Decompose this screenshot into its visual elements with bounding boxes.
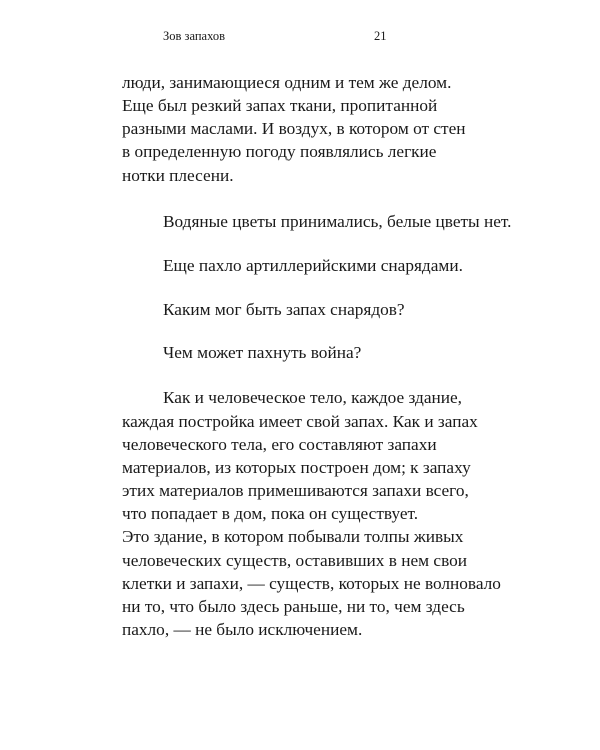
- paragraph-line: Еще был резкий запах ткани, пропитанной: [122, 96, 438, 115]
- running-title: Зов запахов: [163, 29, 226, 43]
- paragraph-line: клетки и запахи, — существ, которых не волновало: [122, 574, 501, 593]
- page-number: 21: [374, 29, 387, 43]
- paragraph-first-line: люди, занимающиеся одним и тем же делом.: [122, 73, 452, 92]
- paragraph-line: ни то, что было здесь раньше, ни то, чем здесь: [122, 597, 465, 616]
- paragraph-first-line: Чем может пахнуть война?: [163, 343, 362, 362]
- paragraph-first-line: Водяные цветы принимались, белые цветы нет.: [163, 212, 512, 231]
- paragraph-line: человеческих существ, оставивших в нем свои: [122, 551, 468, 570]
- paragraph-first-line: Еще пахло артиллерийскими снарядами.: [163, 256, 463, 275]
- paragraph-line: нотки плесени.: [122, 166, 234, 185]
- paragraph-line: Это здание, в котором побывали толпы живых: [122, 527, 464, 546]
- paragraph-first-line: Как и человеческое тело, каждое здание,: [163, 388, 462, 407]
- paragraph-line: разными маслами. И воздух, в котором от стен: [122, 119, 466, 138]
- paragraph-first-line: Каким мог быть запах снарядов?: [163, 300, 405, 319]
- paragraph-line: что попадает в дом, пока он существует.: [122, 504, 419, 523]
- paragraph-line: пахло, — не было исключением.: [122, 620, 363, 639]
- paragraph-line: каждая постройка имеет свой запах. Как и запах: [122, 412, 478, 431]
- paragraph-line: материалов, из которых построен дом; к запаху: [122, 458, 471, 477]
- paragraph-line: человеческого тела, его составляют запахи: [122, 435, 437, 454]
- paragraph-line: этих материалов примешиваются запахи всего,: [122, 481, 469, 500]
- paragraph-line: в определенную погоду появлялись легкие: [122, 142, 437, 161]
